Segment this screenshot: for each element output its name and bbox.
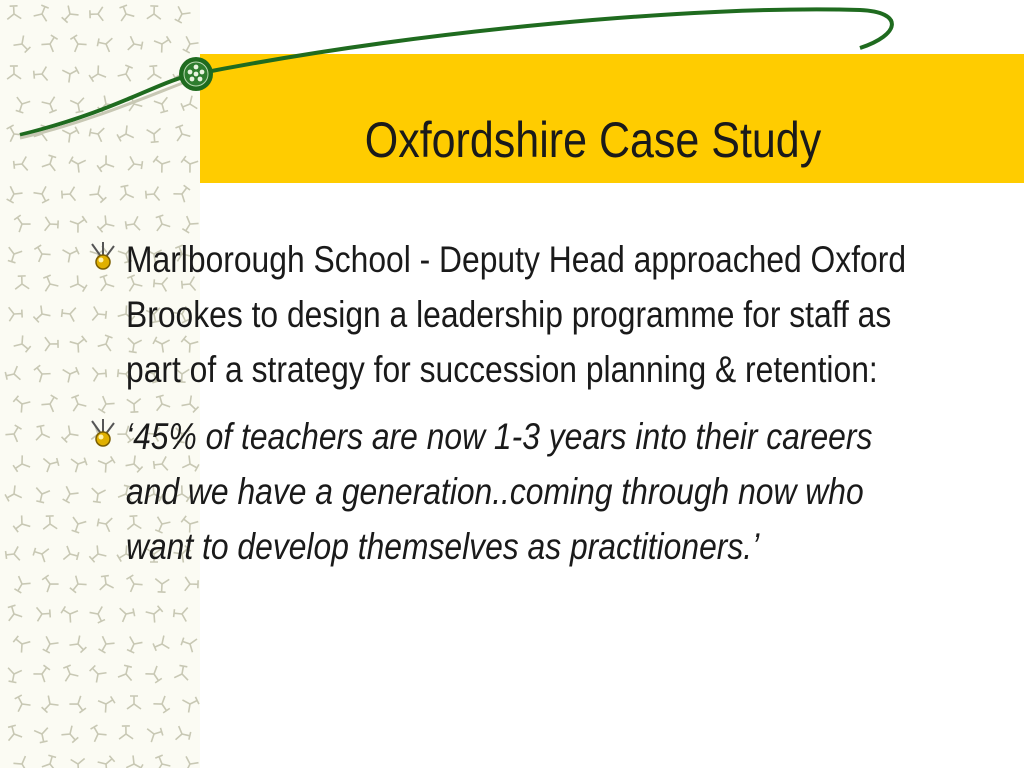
pattern-glyph	[147, 128, 162, 142]
pattern-glyph	[125, 216, 140, 232]
pattern-glyph	[7, 66, 21, 79]
pattern-glyph	[37, 606, 51, 621]
pattern-glyph	[88, 724, 107, 742]
pattern-glyph	[13, 157, 27, 172]
pattern-glyph	[5, 604, 22, 621]
pattern-glyph	[62, 124, 80, 142]
pattern-glyph	[62, 64, 80, 82]
pattern-glyph	[39, 696, 58, 715]
pattern-glyph	[63, 364, 80, 382]
pattern-glyph	[180, 756, 198, 768]
pattern-glyph	[11, 515, 30, 534]
pattern-glyph	[95, 96, 114, 115]
pattern-glyph	[63, 546, 79, 563]
pattern-glyph	[15, 276, 29, 289]
pattern-glyph	[145, 666, 164, 685]
pattern-glyph	[98, 753, 117, 768]
pattern-glyph	[87, 65, 106, 84]
pattern-glyph	[33, 67, 47, 82]
pattern-glyph	[33, 488, 50, 504]
pattern-glyph	[11, 634, 30, 653]
pattern-glyph	[5, 424, 24, 442]
pattern-glyph	[59, 6, 78, 25]
pattern-glyph	[61, 306, 76, 321]
pattern-glyph	[61, 664, 79, 681]
pattern-glyph	[173, 183, 192, 202]
pattern-glyph	[180, 96, 197, 114]
pattern-glyph	[13, 36, 32, 55]
pattern-glyph	[172, 6, 190, 24]
pattern-glyph	[96, 636, 115, 654]
pattern-glyph	[42, 754, 59, 768]
pattern-glyph	[117, 4, 135, 21]
pattern-glyph	[97, 35, 113, 51]
pattern-glyph	[11, 455, 30, 474]
pattern-glyph	[120, 605, 136, 621]
pattern-glyph	[68, 154, 86, 173]
pattern-glyph	[69, 394, 87, 411]
pattern-glyph	[152, 636, 169, 654]
pattern-glyph	[4, 485, 22, 504]
pattern-glyph	[90, 607, 108, 625]
bullet-text-quote: ‘45% of teachers are now 1-3 years into their careers and we have a generation..coming through now who want to develop themselves as practitioners.’	[126, 416, 873, 567]
pattern-glyph	[32, 363, 51, 382]
pattern-glyph	[9, 307, 23, 322]
pattern-glyph	[63, 244, 81, 262]
pattern-glyph	[147, 725, 164, 742]
pattern-glyph	[69, 517, 86, 534]
pattern-glyph	[5, 724, 22, 740]
pattern-glyph	[32, 244, 51, 262]
pattern-glyph	[45, 337, 58, 351]
pattern-glyph	[146, 65, 161, 79]
pattern-glyph	[42, 154, 59, 171]
pattern-glyph	[12, 213, 31, 232]
pattern-glyph	[42, 97, 60, 114]
pattern-glyph	[12, 576, 31, 594]
pattern-glyph	[69, 636, 88, 655]
pattern-glyph	[173, 606, 187, 621]
pattern-glyph	[153, 696, 172, 715]
pattern-glyph	[124, 637, 142, 655]
pattern-glyph	[60, 486, 79, 504]
pattern-glyph	[154, 97, 171, 113]
pattern-glyph	[40, 636, 58, 654]
pattern-glyph	[89, 126, 104, 142]
pattern-glyph	[70, 275, 88, 294]
pattern-glyph	[61, 726, 80, 745]
pattern-glyph	[5, 247, 22, 264]
pattern-glyph	[43, 455, 59, 472]
bullet-text: Marlborough School - Deputy Head approached Oxford Brookes to design a leadership programme for staff as part of a strategy for succession planning & retention:	[126, 239, 907, 390]
pattern-glyph	[34, 4, 52, 21]
pattern-glyph	[33, 186, 51, 204]
pattern-glyph	[98, 694, 116, 713]
pattern-glyph	[116, 125, 134, 144]
pattern-glyph	[62, 187, 76, 202]
pattern-glyph	[34, 124, 51, 141]
pattern-glyph	[119, 726, 133, 739]
slide-title: Oxfordshire Case Study	[364, 112, 822, 168]
pattern-glyph	[4, 186, 23, 204]
pattern-glyph	[71, 759, 86, 768]
pattern-glyph	[125, 94, 143, 111]
pattern-glyph	[154, 34, 173, 53]
pattern-glyph	[180, 635, 197, 652]
pattern-glyph	[69, 696, 88, 715]
pattern-glyph	[153, 754, 171, 768]
bullet-item	[88, 232, 1024, 397]
pattern-glyph	[90, 7, 103, 21]
pattern-glyph	[5, 366, 21, 383]
pattern-glyph	[179, 154, 198, 173]
sparkle-bullet-icon	[88, 417, 118, 449]
pattern-glyph	[151, 154, 170, 173]
pattern-glyph	[41, 274, 59, 291]
pattern-glyph	[70, 334, 89, 353]
pattern-glyph	[12, 694, 30, 712]
pattern-glyph	[13, 756, 32, 768]
pattern-glyph	[13, 97, 30, 114]
pattern-glyph	[7, 6, 22, 20]
pattern-glyph	[70, 98, 86, 113]
pattern-glyph	[60, 604, 78, 623]
pattern-glyph	[153, 214, 170, 231]
pattern-glyph	[34, 728, 50, 744]
pattern-glyph	[68, 34, 87, 52]
pattern-glyph	[31, 305, 50, 324]
pattern-glyph	[87, 663, 106, 682]
pattern-glyph	[118, 185, 134, 200]
pattern-glyph	[128, 156, 143, 172]
pattern-glyph	[4, 124, 23, 142]
pattern-glyph	[182, 694, 200, 712]
pattern-glyph	[6, 668, 22, 683]
pattern-glyph	[145, 187, 159, 202]
pattern-glyph	[32, 545, 49, 562]
pattern-glyph	[176, 726, 192, 743]
pattern-glyph	[173, 124, 191, 141]
pattern-glyph	[71, 455, 88, 472]
pattern-glyph	[11, 393, 30, 412]
pattern-glyph	[172, 65, 190, 83]
pattern-glyph	[128, 36, 143, 52]
pattern-glyph	[147, 6, 161, 19]
pattern-glyph	[126, 755, 144, 768]
pattern-glyph	[45, 217, 59, 232]
pattern-glyph	[174, 665, 190, 680]
pattern-glyph	[95, 155, 114, 174]
pattern-glyph	[146, 603, 165, 622]
pattern-glyph	[33, 663, 52, 682]
sparkle-bullet-icon	[88, 240, 118, 272]
pattern-glyph	[5, 546, 20, 561]
pattern-glyph	[34, 425, 50, 440]
pattern-glyph	[89, 186, 108, 205]
pattern-glyph	[59, 426, 78, 445]
pattern-glyph	[41, 394, 60, 412]
pattern-glyph	[68, 576, 87, 595]
bullet-item	[88, 409, 1024, 574]
pattern-glyph	[14, 335, 33, 354]
pattern-glyph	[43, 516, 57, 529]
bullet-list	[88, 232, 1024, 586]
pattern-glyph	[40, 573, 59, 592]
pattern-glyph	[118, 665, 135, 681]
pattern-glyph	[70, 214, 89, 233]
pattern-glyph	[118, 64, 136, 81]
pattern-glyph	[180, 36, 198, 54]
pattern-glyph	[41, 34, 60, 52]
pattern-glyph	[127, 696, 141, 709]
